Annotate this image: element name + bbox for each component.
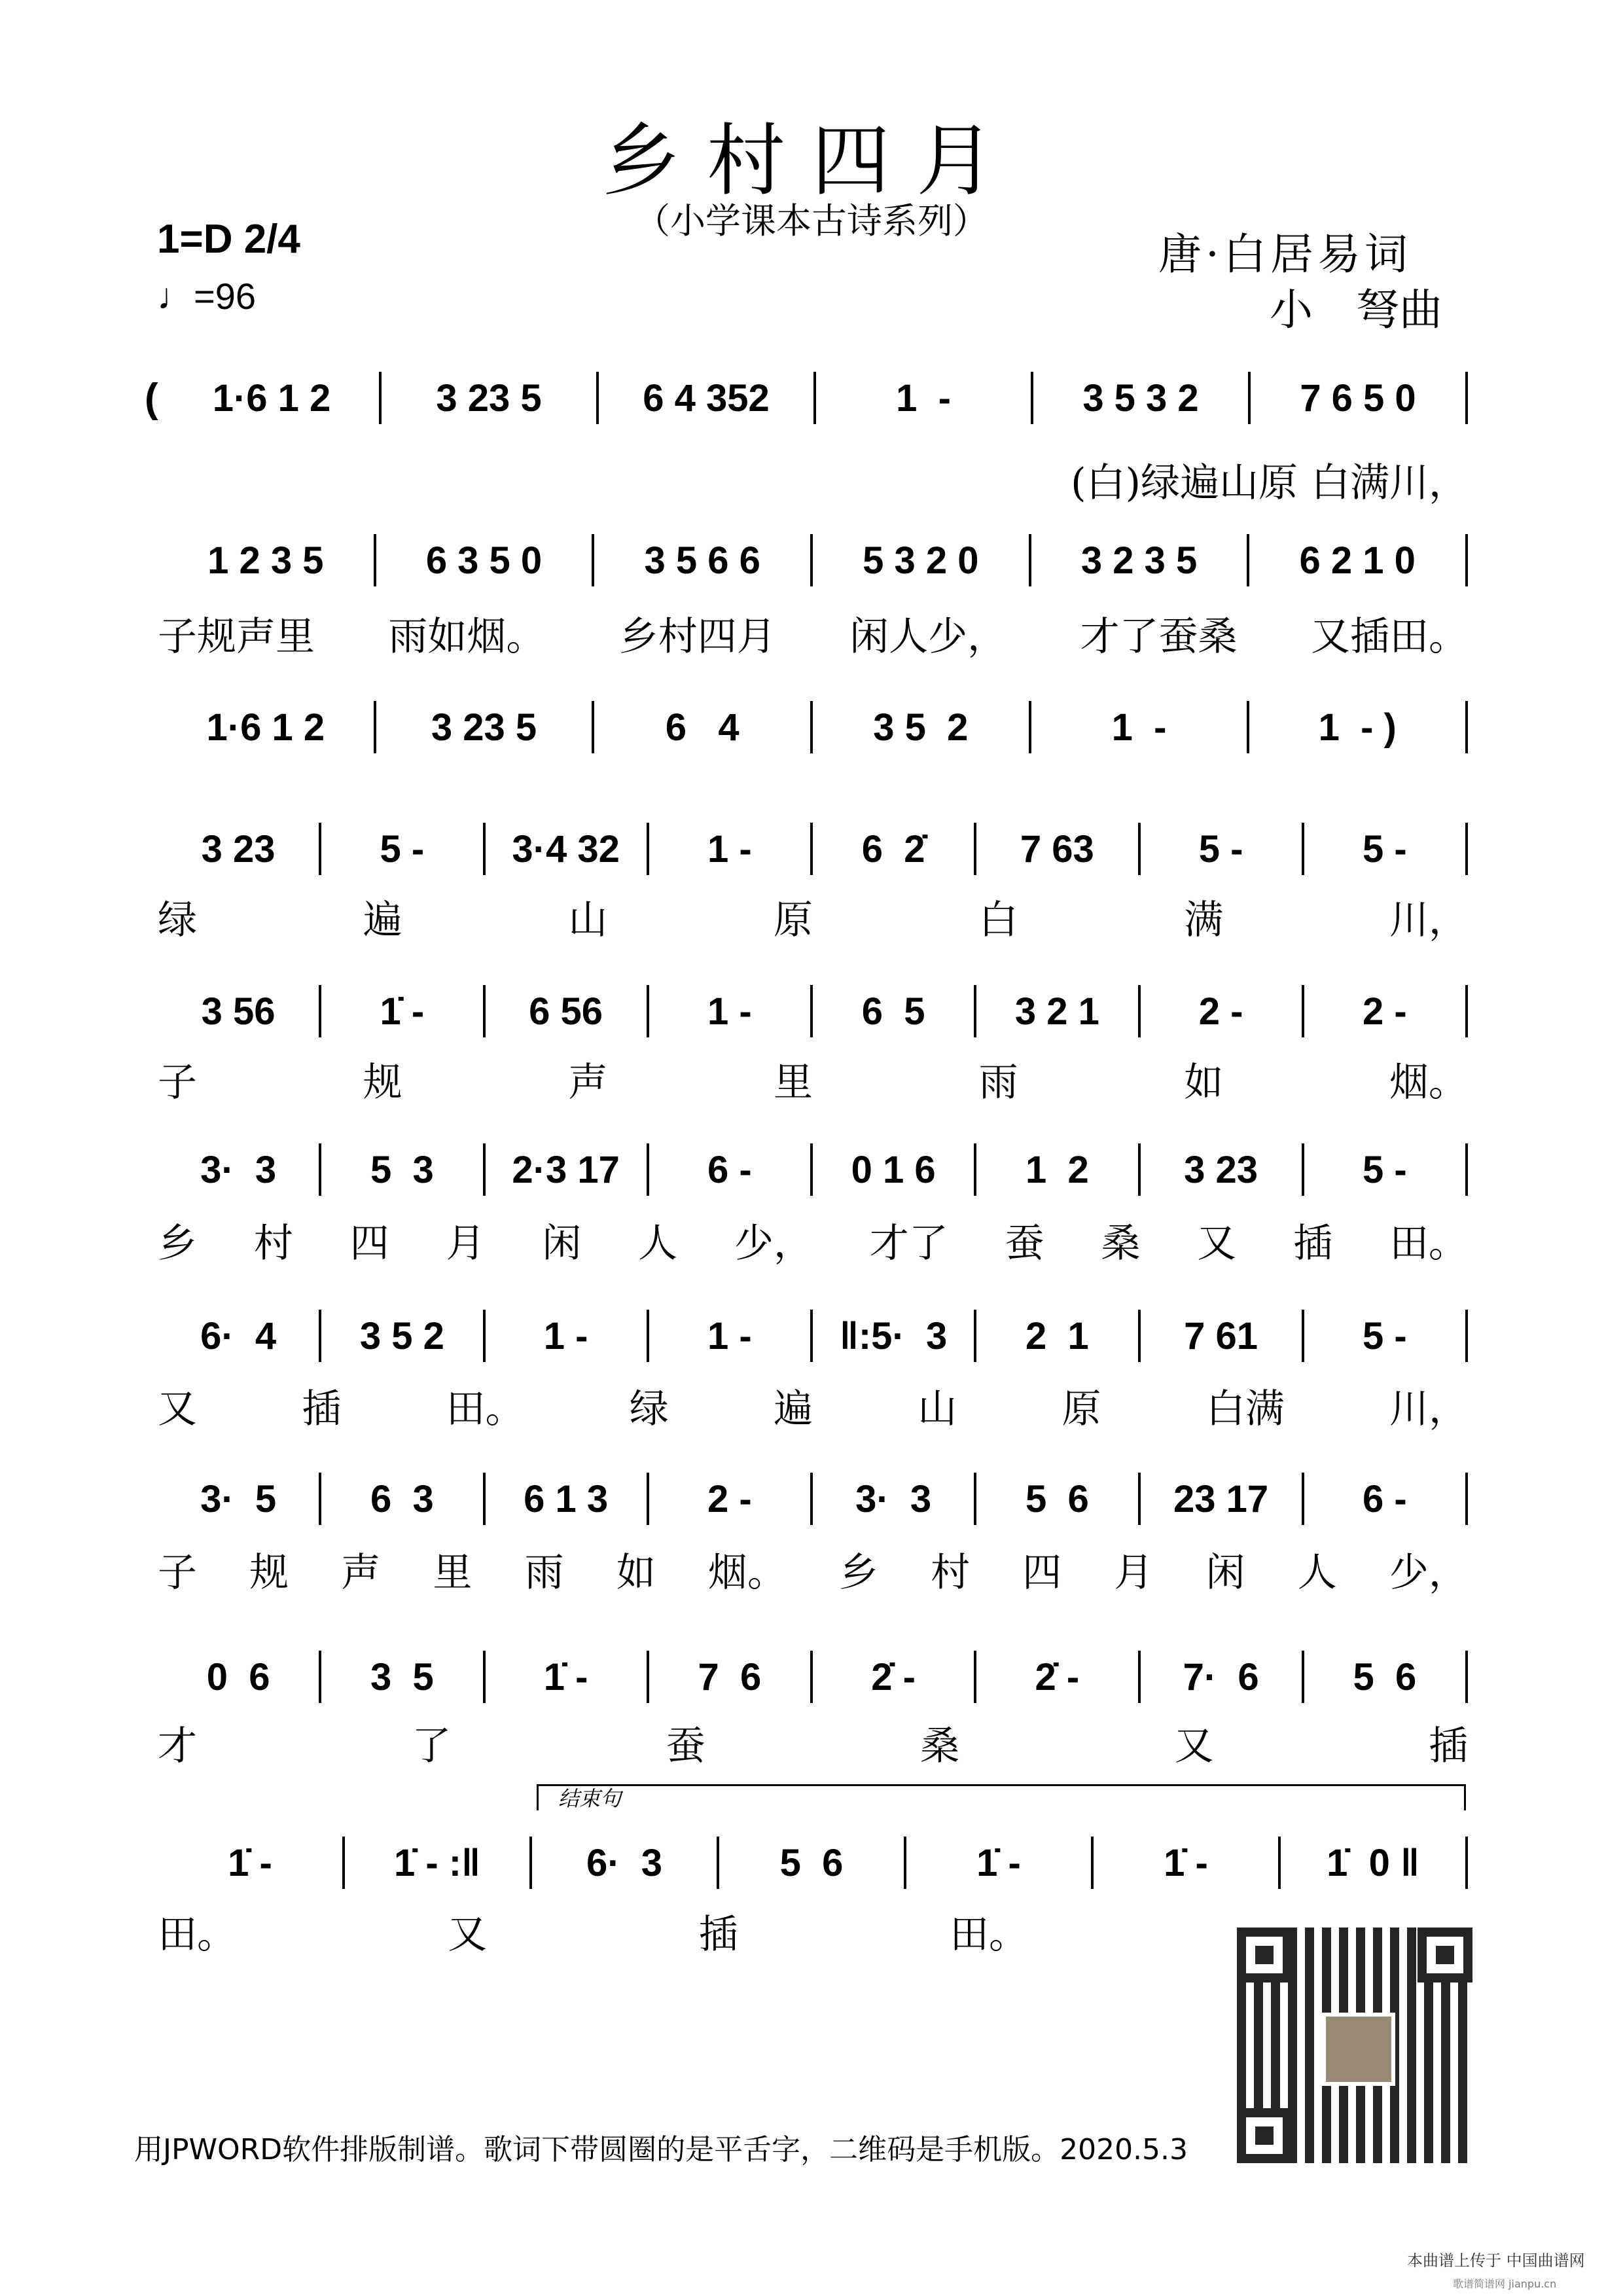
lyric-syllable: 蚕 — [666, 1723, 705, 1769]
lyric-syllable: 满 — [1184, 897, 1224, 943]
avatar — [1322, 2013, 1395, 2086]
lyric-syllable: 乡 — [158, 1221, 197, 1266]
measure: 5 - — [1141, 823, 1304, 875]
measure: 6 5 — [813, 985, 976, 1037]
measure: 1̇ - — [486, 1651, 649, 1703]
measure: 7 61 — [1141, 1310, 1304, 1362]
lyric-syllable: 了 — [412, 1723, 452, 1769]
lyric-syllable: 田。 — [949, 1912, 1028, 1958]
lyric-syllable: 才了 — [869, 1221, 948, 1266]
lyrics-line — [158, 452, 1468, 508]
lyrics-line — [158, 1903, 1028, 1960]
footer-note: 用JPWORD软件排版制谱。歌词下带圆圈的是平舌字，二维码是手机版。2020.5.3 — [134, 2133, 1188, 2166]
score-line — [158, 985, 1468, 1037]
measure: 6 3 — [321, 1473, 485, 1525]
lyric-syllable: 插 — [698, 1912, 738, 1958]
measure: 6 4 — [594, 701, 813, 753]
lyrics-line — [158, 1051, 1468, 1107]
score-line — [158, 534, 1468, 586]
lyrics-line — [158, 1715, 1468, 1771]
measure: 1̇ - — [1094, 1837, 1281, 1889]
measure: 1 - — [1031, 701, 1250, 753]
measure: 5 - — [1304, 823, 1468, 875]
measure: 23 17 — [1141, 1473, 1304, 1525]
lyric-syllable: 月 — [1114, 1550, 1154, 1596]
measure: 1 - — [816, 372, 1033, 424]
measure: 6 1 3 — [486, 1473, 649, 1525]
measure: 3 5 2 — [321, 1310, 485, 1362]
measure: 7· 6 — [1141, 1651, 1304, 1703]
lyric-syllable: 人 — [638, 1221, 678, 1266]
score-line — [158, 1143, 1468, 1196]
score-line — [158, 1310, 1468, 1362]
lyric-syllable: 川， — [1389, 897, 1468, 943]
score-line — [158, 1473, 1468, 1525]
measure: ‖:5· 3 — [813, 1310, 976, 1362]
watermark: 本曲谱上传于 中国曲谱网 — [1407, 2251, 1585, 2270]
measure: 3· 3 — [813, 1473, 976, 1525]
qr-finder — [1418, 1928, 1472, 1982]
measure: 1̇ 0 ‖ — [1281, 1837, 1468, 1889]
measure: 1 - ) — [1249, 701, 1468, 753]
measure: 2 - — [1141, 985, 1304, 1037]
measure: 3 5 3 2 — [1033, 372, 1251, 424]
lyric-syllable: 里 — [773, 1060, 813, 1105]
lyric-syllable: 子 — [158, 1060, 197, 1105]
lyric-syllable: 规 — [249, 1550, 289, 1596]
lyric-syllable: 乡 — [838, 1550, 878, 1596]
lyrics-line — [158, 1212, 1468, 1268]
lyric-syllable: 如 — [1184, 1060, 1224, 1105]
measure: 1̇ - — [158, 1837, 345, 1889]
lyric-syllable: 才 — [158, 1723, 197, 1769]
measure: 6 4 352 — [599, 372, 816, 424]
lyric-syllable: 闲人少， — [849, 614, 1007, 660]
lyric-syllable: (白)绿遍山原 — [1071, 460, 1298, 506]
lyric-syllable: 田。 — [446, 1386, 525, 1432]
lyric-syllable: 声 — [568, 1060, 608, 1105]
tempo-marking: ♩=96 — [157, 276, 256, 317]
lyric-syllable: 蚕 — [1005, 1221, 1044, 1266]
measure: 6 2̇ — [813, 823, 976, 875]
measure: 3 2 1 — [976, 985, 1140, 1037]
measure: 6· 4 — [158, 1310, 321, 1362]
measure: 2 - — [1304, 985, 1468, 1037]
measure: 3· 5 — [158, 1473, 321, 1525]
measure: 1̇ - — [321, 985, 485, 1037]
lyric-syllable: 里 — [433, 1550, 473, 1596]
qr-finder — [1237, 1928, 1292, 1982]
lyric-syllable: 白 — [978, 897, 1018, 943]
lyric-syllable: 原 — [773, 897, 813, 943]
lyric-syllable: 绿 — [158, 897, 197, 943]
lyric-syllable: 四 — [349, 1221, 389, 1266]
lyric-syllable: 又插田。 — [1310, 614, 1468, 660]
lyric-syllable: 又 — [158, 1386, 197, 1432]
measure: 1 2 3 5 — [158, 534, 376, 586]
measure: 5 3 — [321, 1143, 485, 1196]
lyric-syllable: 如 — [616, 1550, 656, 1596]
lyric-syllable: 子规声里 — [158, 614, 315, 660]
score-line — [158, 1837, 1468, 1889]
lyric-syllable: 又 — [1174, 1723, 1214, 1769]
opening-parenthesis: ( — [145, 375, 158, 421]
lyric-syllable: 少， — [1389, 1550, 1468, 1596]
score-line — [158, 823, 1468, 875]
measure: 1 - — [486, 1310, 649, 1362]
measure: 1̇ - — [906, 1837, 1094, 1889]
lyric-syllable: 乡村四月 — [618, 614, 776, 660]
measure: 1·6 1 2 — [158, 701, 376, 753]
ending-bracket — [537, 1784, 1466, 1810]
measure: 3 5 — [321, 1651, 485, 1703]
lyric-syllable: 声 — [341, 1550, 381, 1596]
measure: 1 - — [649, 823, 813, 875]
lyric-syllable: 山 — [568, 897, 608, 943]
measure: 5 6 — [1304, 1651, 1468, 1703]
lyric-syllable: 又 — [1197, 1221, 1237, 1266]
lyric-syllable: 烟。 — [707, 1550, 787, 1596]
lyric-syllable: 雨 — [978, 1060, 1018, 1105]
measure: 2 1 — [976, 1310, 1140, 1362]
measure: 6 3 5 0 — [376, 534, 595, 586]
measure: 2·3 17 — [486, 1143, 649, 1196]
lyric-syllable: 绿 — [629, 1386, 669, 1432]
lyric-syllable: 白满 — [1205, 1386, 1285, 1432]
measure: 3·4 32 — [486, 823, 649, 875]
lyric-syllable: 闲 — [542, 1221, 582, 1266]
lyric-syllable: 村 — [253, 1221, 293, 1266]
measure: 5 - — [1304, 1310, 1468, 1362]
lyric-syllable: 插 — [302, 1386, 342, 1432]
measure: 5 6 — [976, 1473, 1140, 1525]
lyric-syllable: 闲 — [1205, 1550, 1245, 1596]
measure: 6 - — [649, 1143, 813, 1196]
lyric-syllable: 村 — [931, 1550, 971, 1596]
measure: 5 6 — [719, 1837, 906, 1889]
measure: 3 56 — [158, 985, 321, 1037]
measure: 5 - — [321, 823, 485, 875]
lyric-syllable: 烟。 — [1389, 1060, 1468, 1105]
lyric-syllable: 人 — [1297, 1550, 1337, 1596]
qr-code — [1237, 1928, 1472, 2163]
lyric-syllable: 原 — [1061, 1386, 1101, 1432]
measure: 2 - — [649, 1473, 813, 1525]
measure: 5 - — [1304, 1143, 1468, 1196]
lyric-syllable: 又 — [448, 1912, 488, 1958]
composer-credit: 小 弩曲 — [1270, 285, 1442, 335]
measure: 1 - — [649, 1310, 813, 1362]
lyric-syllable: 插 — [1293, 1221, 1333, 1266]
lyric-syllable: 桑 — [1101, 1221, 1141, 1266]
watermark-site: 歌谱简谱网 jianpu.cn — [1453, 2278, 1557, 2290]
measure: 1 2 — [976, 1143, 1140, 1196]
lyric-syllable: 雨如烟。 — [388, 614, 546, 660]
lyric-syllable: 才了蚕桑 — [1080, 614, 1238, 660]
measure: 1·6 1 2 — [164, 372, 382, 424]
lyrics-line — [158, 889, 1468, 945]
measure: 3 2 3 5 — [1031, 534, 1250, 586]
measure: 6 56 — [486, 985, 649, 1037]
measure: 1̇ - :‖ — [345, 1837, 532, 1889]
lyric-syllable: 子 — [158, 1550, 197, 1596]
lyricist-credit: 唐·白居易词 — [1158, 229, 1412, 279]
lyric-syllable: 川， — [1389, 1386, 1468, 1432]
lyric-syllable: 月 — [446, 1221, 486, 1266]
lyric-syllable: 雨 — [524, 1550, 564, 1596]
lyric-syllable: 少， — [734, 1221, 813, 1266]
measure: 3· 3 — [158, 1143, 321, 1196]
lyric-syllable: 山 — [918, 1386, 957, 1432]
lyric-syllable: 桑 — [920, 1723, 960, 1769]
measure: 2̇ - — [813, 1651, 976, 1703]
lyric-syllable: 田。 — [1389, 1221, 1468, 1266]
song-subtitle: （小学课本古诗系列） — [635, 200, 988, 242]
lyrics-line — [158, 605, 1468, 662]
measure: 7 63 — [976, 823, 1140, 875]
measure: 3 23 — [158, 823, 321, 875]
lyric-syllable: 田。 — [158, 1912, 236, 1958]
measure: 7 6 5 0 — [1251, 372, 1468, 424]
score-line — [145, 372, 1468, 424]
measure: 5 3 2 0 — [813, 534, 1031, 586]
measure: 3 23 — [1141, 1143, 1304, 1196]
measure: 3 5 6 6 — [594, 534, 813, 586]
lyric-syllable: 四 — [1022, 1550, 1062, 1596]
measure: 6· 3 — [532, 1837, 719, 1889]
lyric-syllable: 规 — [363, 1060, 402, 1105]
lyric-syllable: 遍 — [774, 1386, 813, 1432]
measure: 3 5 2 — [813, 701, 1031, 753]
measure: 3 23 5 — [376, 701, 595, 753]
lyric-syllable: 插 — [1428, 1723, 1468, 1769]
measure: 6 - — [1304, 1473, 1468, 1525]
score-line — [158, 1651, 1468, 1703]
key-signature: 1=D 2/4 — [157, 217, 300, 262]
measure: 6 2 1 0 — [1249, 534, 1468, 586]
measure: 0 6 — [158, 1651, 321, 1703]
qr-finder — [1237, 2108, 1292, 2163]
measure: 0 1 6 — [813, 1143, 976, 1196]
lyric-syllable: 白满川， — [1311, 460, 1468, 506]
score-line — [158, 701, 1468, 753]
measure: 7 6 — [649, 1651, 813, 1703]
ending-label: 结束句 — [558, 1786, 622, 1811]
measure: 3 23 5 — [382, 372, 599, 424]
measure: 2̇ - — [976, 1651, 1140, 1703]
lyric-syllable: 遍 — [363, 897, 402, 943]
song-title: 乡村四月 — [602, 116, 1021, 207]
lyrics-line — [158, 1378, 1468, 1434]
measure: 1 - — [649, 985, 813, 1037]
lyrics-line — [158, 1541, 1468, 1598]
